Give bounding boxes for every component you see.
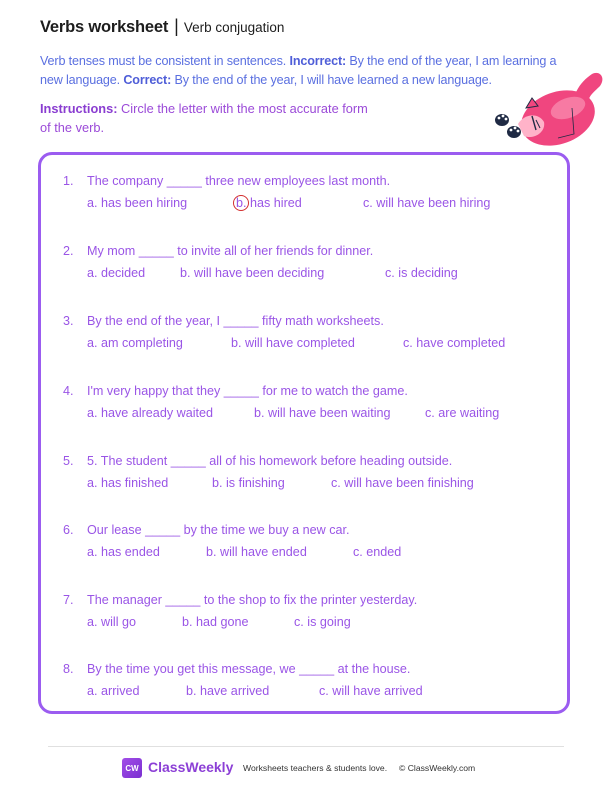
option-b-circled[interactable] bbox=[236, 196, 302, 210]
option-b[interactable]: b. will have completed bbox=[231, 336, 355, 350]
option-a[interactable]: a. arrived bbox=[87, 684, 140, 698]
incorrect-label: Incorrect: bbox=[289, 54, 347, 68]
option-a[interactable]: a. will go bbox=[87, 615, 136, 629]
option-a[interactable]: a. has finished bbox=[87, 476, 169, 490]
question-number: 4. bbox=[63, 384, 74, 398]
option-b[interactable]: b. have arrived bbox=[186, 684, 270, 698]
option-a[interactable]: a. decided bbox=[87, 266, 146, 280]
brand-name[interactable]: ClassWeekly bbox=[148, 759, 234, 775]
question-8 bbox=[63, 660, 563, 702]
footer-divider bbox=[48, 746, 564, 747]
question-1 bbox=[63, 172, 563, 214]
question-number: 7. bbox=[63, 593, 74, 607]
question-text: Our lease _____ by the time we buy a new car. bbox=[87, 523, 350, 537]
instructions bbox=[40, 99, 380, 137]
correct-label: Correct: bbox=[123, 72, 172, 87]
option-b[interactable]: b. had gone bbox=[182, 615, 249, 629]
option-c[interactable]: c. ended bbox=[353, 545, 402, 559]
question-6 bbox=[63, 521, 563, 563]
question-5 bbox=[63, 452, 563, 494]
question-text: I'm very happy that they _____ for me to watch the game. bbox=[87, 384, 408, 398]
footer-copyright[interactable]: © ClassWeekly.com bbox=[399, 763, 476, 773]
footer bbox=[0, 758, 612, 780]
question-7 bbox=[63, 591, 563, 633]
title-separator: | bbox=[174, 16, 179, 36]
question-text: By the time you get this message, we _____ at the house. bbox=[87, 662, 411, 676]
option-c[interactable]: c. is going bbox=[294, 615, 351, 629]
option-b[interactable]: b. is finishing bbox=[212, 476, 285, 490]
question-number: 1. bbox=[63, 174, 74, 188]
page-title: Verbs worksheet bbox=[40, 18, 169, 36]
question-text: 5. The student _____ all of his homework before heading outside. bbox=[87, 454, 453, 468]
option-a[interactable]: a. has ended bbox=[87, 545, 160, 559]
question-number: 8. bbox=[63, 662, 74, 676]
option-a[interactable]: a. am completing bbox=[87, 336, 183, 350]
instructions-label: Instructions: bbox=[40, 101, 118, 116]
option-b[interactable]: b. will have ended bbox=[206, 545, 307, 559]
answer-circle bbox=[233, 195, 249, 211]
classweekly-logo-icon[interactable]: CW bbox=[122, 758, 142, 778]
question-4 bbox=[63, 382, 563, 424]
option-b[interactable]: b. will have been deciding bbox=[180, 266, 325, 280]
question-text: The manager _____ to the shop to fix the printer yesterday. bbox=[87, 593, 418, 607]
option-b-label: b. has hired bbox=[236, 196, 302, 210]
question-text: My mom _____ to invite all of her friends for dinner. bbox=[87, 244, 374, 258]
worksheet-header bbox=[40, 16, 284, 38]
option-c[interactable]: c. are waiting bbox=[425, 406, 500, 420]
intro-text: Verb tenses must be consistent in sentences. bbox=[40, 54, 290, 68]
option-c[interactable]: c. will have arrived bbox=[319, 684, 423, 698]
questions-box bbox=[38, 152, 570, 714]
question-number: 5. bbox=[63, 454, 74, 468]
correct-example: By the end of the year, I will have learned a new language. bbox=[171, 72, 492, 87]
option-c[interactable]: c. will have been hiring bbox=[363, 196, 491, 210]
footer-tagline: Worksheets teachers & students love. bbox=[243, 763, 388, 773]
question-number: 3. bbox=[63, 314, 74, 328]
question-number: 6. bbox=[63, 523, 74, 537]
question-3 bbox=[63, 312, 563, 354]
option-a[interactable]: a. has been hiring bbox=[87, 196, 188, 210]
question-2 bbox=[63, 242, 563, 284]
option-b[interactable]: b. will have been waiting bbox=[254, 406, 391, 420]
option-c[interactable]: c. is deciding bbox=[385, 266, 458, 280]
question-text: The company _____ three new employees last month. bbox=[87, 174, 391, 188]
instructions-text: Circle the letter with the most accurate form of the verb. bbox=[40, 101, 368, 135]
option-c[interactable]: c. have completed bbox=[403, 336, 506, 350]
option-c[interactable]: c. will have been finishing bbox=[331, 476, 474, 490]
incorrect-example: By the end of the year, I am learning a new language. bbox=[40, 54, 557, 87]
question-text: By the end of the year, I _____ fifty math worksheets. bbox=[87, 314, 384, 328]
option-a[interactable]: a. have already waited bbox=[87, 406, 214, 420]
page-subtitle: Verb conjugation bbox=[183, 20, 285, 35]
question-number: 2. bbox=[63, 244, 74, 258]
cat-illustration-icon bbox=[488, 68, 606, 148]
